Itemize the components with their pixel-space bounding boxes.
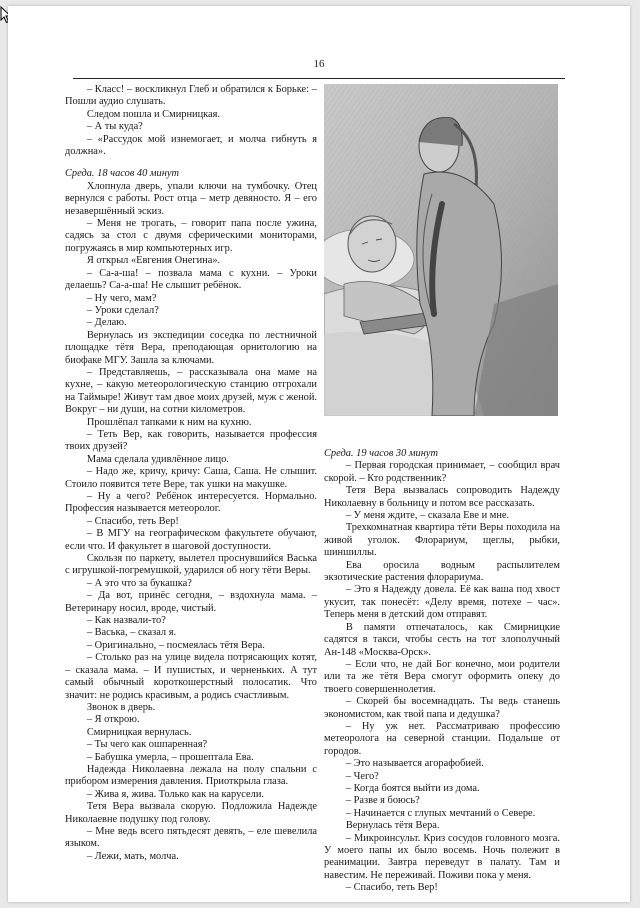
- paragraph: – Чего?: [345, 770, 379, 782]
- paragraph: – В МГУ на географическом факультете обучают, если что. И факультет в шаговой доступности.: [65, 528, 317, 552]
- paragraph: – А ты куда?: [86, 121, 143, 133]
- paragraph: Надежда Николаевна лежала на полу спальни с прибором измерения давления. Приоткрыла глаза.: [65, 763, 317, 788]
- paragraph: – Са-а-ша! – позвала мама с кухни. – Уроки делаешь? Са-а-ша! Не слышит ребёнок.: [65, 267, 317, 292]
- paragraph: – Это я Надежду довела. Её как ваша под хвост укусит, так понесёт: «Делу время, потехе – час». Теперь меня в детский дом отправят.: [324, 584, 560, 621]
- paragraph: – Лежи, мать, молча.: [86, 850, 179, 862]
- paragraph: – Оригинально, – посмеялась тётя Вера.: [86, 639, 265, 651]
- section-heading: Среда. 19 часов 30 минут: [324, 448, 439, 459]
- paragraph: – Разве я боюсь?: [345, 795, 420, 807]
- paragraph: – Микроинсульт. Криз сосудов головного мозга. У моего папы их было восемь. Ночь полежит в реанимации. Завтра переведут в палату. Там и навестим. Не переживай. Поживи пока у меня.: [324, 832, 560, 881]
- paragraph: – Спасибо, теть Вер!: [86, 515, 179, 527]
- paragraph: Тетя Вера вызвала скорую. Подложила Надежде Николаевне подушку под голову.: [65, 801, 317, 825]
- paragraph: – Да вот, принёс сегодня, – вздохнула мама. – Ветеринару носил, вроде, чистый.: [65, 590, 317, 614]
- paragraph: – Если что, не дай Бог конечно, мои родители или та же тётя Вера смогут оформить опеку до твоего совершеннолетия.: [324, 658, 560, 695]
- paragraph: Вернулась из экспедиции соседка по лестничной площадке тётя Вера, преподающая орнитологию на биофаке МГУ. Зашла за ключами.: [65, 329, 317, 366]
- paragraph: Прошлёпал тапками к ним на кухню.: [86, 416, 252, 428]
- paragraph: В памяти отпечаталось, как Смирницкие садятся в такси, чтобы сесть на тот злополучный Ан-148 «Москва-Орск».: [324, 621, 560, 658]
- paragraph: Ева оросила водным распылителем экзотические растения флорариума.: [324, 559, 560, 584]
- illustration-drawing: [324, 84, 558, 416]
- section-heading: Среда. 18 часов 40 минут: [65, 168, 180, 180]
- paragraph: – Первая городская принимает, – сообщил врач скорой. – Кто родственник?: [324, 460, 560, 484]
- paragraph: Тетя Вера вызвалась сопроводить Надежду Николаевну в больницу и потом все рассказать.: [324, 485, 560, 509]
- left-text-column: [65, 84, 317, 863]
- paragraph: – Бабушка умерла, – прошептала Ева.: [86, 751, 254, 763]
- paragraph: Трехкомнатная квартира тёти Веры походила на живой уголок. Флорариум, щеглы, рыбки, шиншиллы.: [324, 522, 560, 559]
- paragraph: – Ну уж нет. Рассматриваю профессию метеоролога на северной станции. Подальше от городов.: [324, 720, 560, 757]
- paragraph: – Спасибо, теть Вер!: [345, 882, 438, 894]
- paragraph: Вернулась тётя Вера.: [345, 820, 440, 832]
- paragraph: Скользя по паркету, вылетел проснувшийся Васька с игрушкой-погремушкой, ударился об ногу тёти Веры.: [65, 553, 317, 577]
- paragraph: – Я открою.: [86, 714, 140, 726]
- paragraph: – Меня не трогать, – говорит папа после ужина, садясь за стол с двумя сферическими мониторами, погружаясь в мир компьютерных игр.: [65, 218, 317, 254]
- paragraph: – Класс! – воскликнул Глеб и обратился к Борьке: – Пошли аудио слушать.: [65, 84, 317, 108]
- paragraph: – Ну а чего? Ребёнок интересуется. Нормально. Профессия называется метеоролог.: [65, 491, 317, 515]
- paragraph: Следом пошла и Смирницкая.: [86, 108, 221, 120]
- paragraph: – Когда боятся выйти из дома.: [345, 782, 480, 794]
- paragraph: – Это называется агорафобией.: [345, 758, 484, 770]
- paragraph: – Уроки сделал?: [86, 304, 159, 316]
- paragraph: – Жива я, жива. Только как на карусели.: [86, 788, 264, 800]
- paragraph: – Столько раз на улице видела потрясающих котят, – сказала мама. – И пушистых, и черненьких. А тут самый обычный короткошерстный полосатик. Что значит: не родись красивым, а родись счастливым.: [65, 652, 317, 701]
- paragraph: – Теть Вер, как говорить, называется профессия твоих друзей?: [65, 428, 317, 453]
- paragraph: Мама сделала удивлённое лицо.: [86, 453, 229, 465]
- paragraph: Я открыл «Евгения Онегина».: [86, 255, 221, 267]
- paragraph: – Васька, – сказал я.: [86, 627, 177, 639]
- paragraph: – А это что за букашка?: [86, 577, 192, 589]
- paragraph: – Ну чего, мам?: [86, 292, 157, 304]
- paragraph: – Надо же, кричу, кричу: Саша, Саша. Не слышит. Стоило появится тете Вере, так ушки на макушке.: [65, 466, 317, 490]
- header-rule: [73, 78, 565, 79]
- paragraph: – «Рассудок мой изнемогает, и молча гибнуть я должна».: [65, 133, 317, 158]
- paragraph: – Как назвали-то?: [86, 615, 166, 627]
- paragraph: – Мне ведь всего пятьдесят девять, – еле шевелила языком.: [65, 825, 317, 850]
- paragraph: – Начинается с глупых мечтаний о Севере.: [345, 807, 536, 819]
- paragraph: – Делаю.: [86, 317, 127, 329]
- paragraph: – Скорей бы восемнадцать. Ты ведь станешь экономистом, как твой папа и дедушка?: [324, 696, 560, 720]
- paragraph: – Ты чего как ошпаренная?: [86, 739, 208, 751]
- right-text-column: [324, 438, 560, 895]
- paragraph: – У меня ждите, – сказала Еве и мне.: [345, 510, 510, 522]
- paragraph: Смирницкая вернулась.: [86, 726, 192, 738]
- paragraph: Хлопнула дверь, упали ключи на тумбочку. Отец вернулся с работы. Рост отца – метр девяносто. Я – его незавершённый эскиз.: [65, 180, 317, 217]
- page-number: 16: [313, 58, 325, 70]
- paragraph: – Представляешь, – рассказывала она маме на кухне, – какую метеорологическую станцию отгрохали на Таймыре! Живут там двое моих друзей, муж с женой. Вокруг – ни души, на сотни километров.: [65, 366, 317, 416]
- illustration-image: [324, 84, 558, 416]
- paragraph: Звонок в дверь.: [86, 701, 156, 713]
